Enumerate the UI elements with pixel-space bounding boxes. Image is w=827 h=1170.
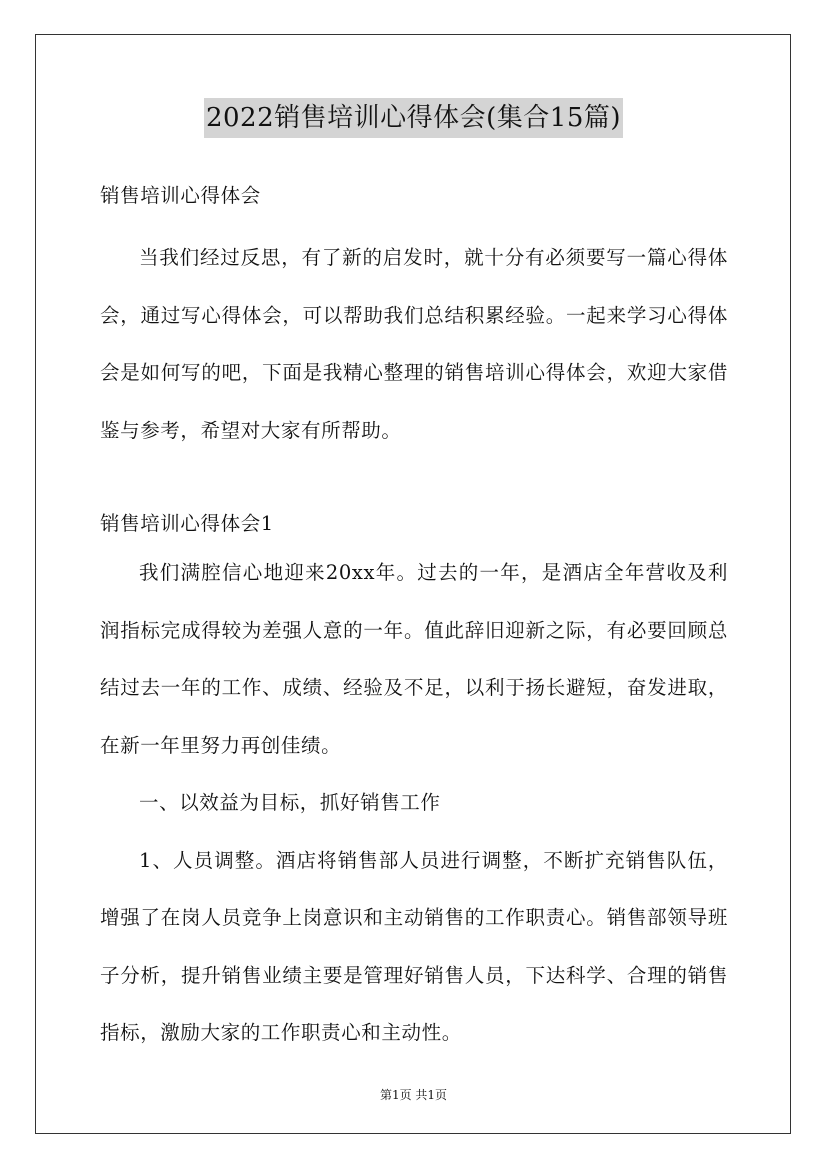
title-container [0,98,827,138]
section1-body [100,544,728,1062]
section1-paragraph-1: 我们满腔信心地迎来20xx年。过去的一年，是酒店全年营收及利润指标完成得较为差强人意的一年。值此辞旧迎新之际，有必要回顾总结过去一年的工作、成绩、经验及不足，以利于扬长避短，奋发进取，在新一年里努力再创佳绩。 [100,561,728,757]
section1-subheading: 一、以效益为目标，抓好销售工作 [139,791,441,814]
intro-heading: 销售培训心得体会 [100,184,261,207]
section1-paragraph-2: 1、人员调整。酒店将销售部人员进行调整，不断扩充销售队伍，增强了在岗人员竞争上岗意识和主动销售的工作职责心。销售部领导班子分析，提升销售业绩主要是管理好销售人员，下达科学、合理的销售指标，激励大家的工作职责心和主动性。 [100,848,728,1044]
document-title: 2022销售培训心得体会(集合15篇) [204,98,623,138]
intro-body [100,229,728,459]
page-footer: 第1页 共1页 [379,1088,448,1102]
section-heading-1: 销售培训心得体会1 [100,512,274,535]
intro-paragraph: 当我们经过反思，有了新的启发时，就十分有必须要写一篇心得体会，通过写心得体会，可以帮助我们总结积累经验。一起来学习心得体会是如何写的吧，下面是我精心整理的销售培训心得体会，欢迎大家借鉴与参考，希望对大家有所帮助。 [100,246,728,442]
